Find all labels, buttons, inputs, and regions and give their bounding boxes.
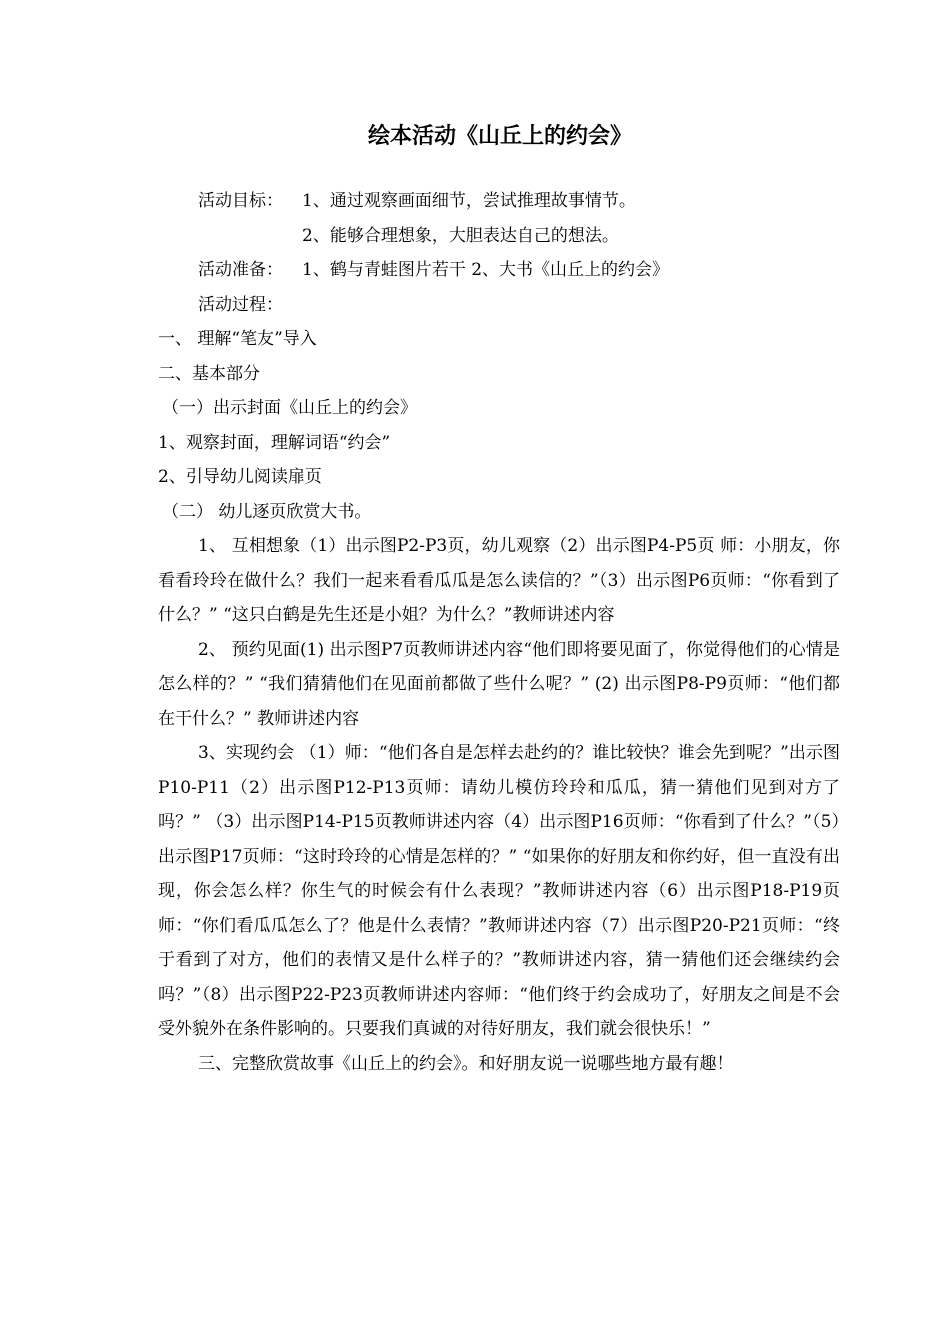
subsection-2-heading: （二） 幼儿逐页欣赏大书。 <box>162 501 372 522</box>
document-body <box>158 184 840 1081</box>
goals-line-1 <box>158 184 840 219</box>
goals-label: 活动目标： <box>198 191 283 211</box>
subsection-1-item-2: 2、引导幼儿阅读扉页 <box>158 467 322 487</box>
document-title: 绘本活动《山丘上的约会》 <box>367 124 632 149</box>
goal-2: 2、能够合理想象，大胆表达自己的想法。 <box>302 225 619 246</box>
subsection-1-item-1: 1、观察封面，理解词语“约会” <box>158 432 391 453</box>
goal-1: 1、通过观察画面细节，尝试推理故事情节。 <box>302 191 636 211</box>
section-2-heading: 二、基本部分 <box>158 363 260 384</box>
paragraph-1: 1、 互相想象（1）出示图P2-P3页，幼儿观察（2）出示图P4-P5页 师：小朋友，你看看玲玲在做什么？我们一起来看看瓜瓜是怎么读信的？”（3）出示图P6页师：“你看到了什么？” “这只白鹤是先生还是小姐？为什么？”教师讲述内容 <box>158 536 840 625</box>
paragraph-2: 2、 预约见面(1) 出示图P7页教师讲述内容“他们即将要见面了，你觉得他们的心情是怎么样的？” “我们猜猜他们在见面前都做了些什么呢？” (2) 出示图P8-P9页师：“他们都在干什么？” 教师讲述内容 <box>158 639 840 729</box>
prep-text: 1、鹤与青蛙图片若干 2、大书《山丘上的约会》 <box>302 260 670 280</box>
paragraph-3: 3、实现约会 （1）师：“他们各自是怎样去赴约的？谁比较快？谁会先到呢？”出示图P10-P11（2）出示图P12-P13页师：请幼儿模仿玲玲和瓜瓜，猜一猜他们见到对方了吗？” （3）出示图P14-P15页教师讲述内容（4）出示图P16页师：“你看到了什么？”（5）出示图P17页师：“这时玲玲的心情是怎样的？” “如果你的好朋友和你约好，但一直没有出现，你会怎么样？你生气的时候会有什么表现？”教师讲述内容（6）出示图P18-P19页师：“你们看瓜瓜怎么了？他是什么表情？”教师讲述内容（7）出示图P20-P21页师：“终于看到了对方，他们的表情又是什么样子的？”教师讲述内容，猜一猜他们还会继续约会吗？”（8）出示图P22-P23页教师讲述内容师：“他们终于约会成功了，好朋友之间是不会受外貌外在条件影响的。只要我们真诚的对待好朋友，我们就会很快乐！” <box>158 743 840 1039</box>
prep-label: 活动准备： <box>198 260 283 280</box>
section-1-heading: 一、 理解“笔友”导入 <box>158 329 317 349</box>
section-3-heading: 三、完整欣赏故事《山丘上的约会》。和好朋友说一说哪些地方最有趣！ <box>198 1053 734 1074</box>
subsection-1-heading: （一）出示封面《山丘上的约会》 <box>162 398 417 418</box>
process-label: 活动过程： <box>198 294 283 315</box>
prep-line <box>158 253 840 288</box>
